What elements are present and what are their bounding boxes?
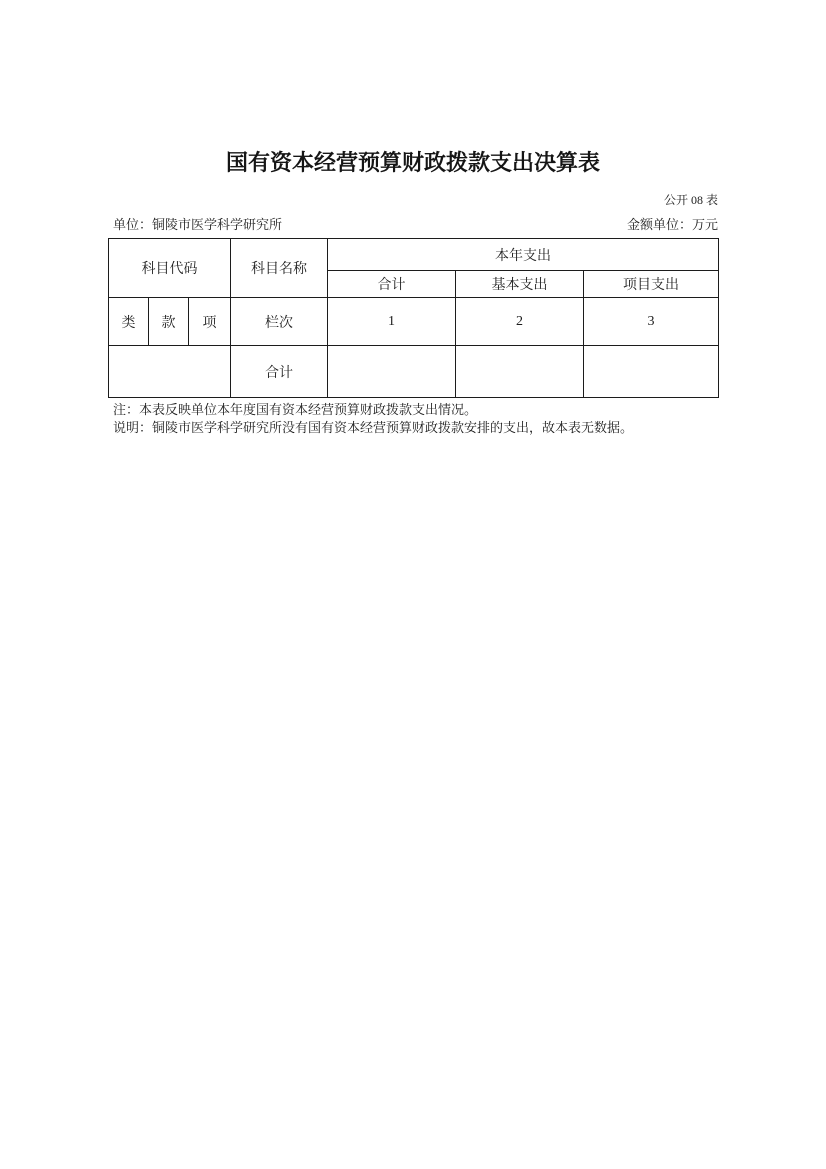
explanation-line: 说明：铜陵市医学科学研究所没有国有资本经营预算财政拨款安排的支出，故本表无数据。 — [113, 420, 634, 435]
cell-column-label: 栏次 — [231, 298, 328, 346]
cell-column-3: 3 — [584, 298, 719, 346]
page-title: 国有资本经营预算财政拨款支出决算表 — [225, 150, 600, 175]
form-code-label: 公开 08 表 — [663, 193, 718, 207]
cell-column-1: 1 — [328, 298, 456, 346]
header-basic-expenditure: 基本支出 — [456, 271, 584, 298]
cell-row-total — [328, 346, 456, 398]
header-current-year-expenditure: 本年支出 — [328, 239, 719, 271]
table-row — [109, 346, 719, 398]
cell-column-2: 2 — [456, 298, 584, 346]
header-project-expenditure: 项目支出 — [584, 271, 719, 298]
cell-row-name: 合计 — [231, 346, 328, 398]
header-subject-name: 科目名称 — [231, 239, 328, 298]
column-index-row — [109, 298, 719, 346]
table-header-row-1 — [109, 239, 719, 271]
unit-name-label: 单位：铜陵市医学科学研究所 — [113, 217, 283, 232]
meta-row — [108, 214, 718, 233]
note-line: 注：本表反映单位本年度国有资本经营预算财政拨款支出情况。 — [113, 402, 478, 417]
cell-section: 款 — [149, 298, 189, 346]
footnotes — [113, 401, 773, 437]
expenditure-table — [108, 238, 719, 398]
header-total: 合计 — [328, 271, 456, 298]
amount-unit-label: 金额单位：万元 — [626, 217, 718, 232]
header-subject-code: 科目代码 — [109, 239, 231, 298]
cell-item: 项 — [189, 298, 231, 346]
cell-row-project — [584, 346, 719, 398]
cell-row-code — [109, 346, 231, 398]
cell-class: 类 — [109, 298, 149, 346]
cell-row-basic — [456, 346, 584, 398]
